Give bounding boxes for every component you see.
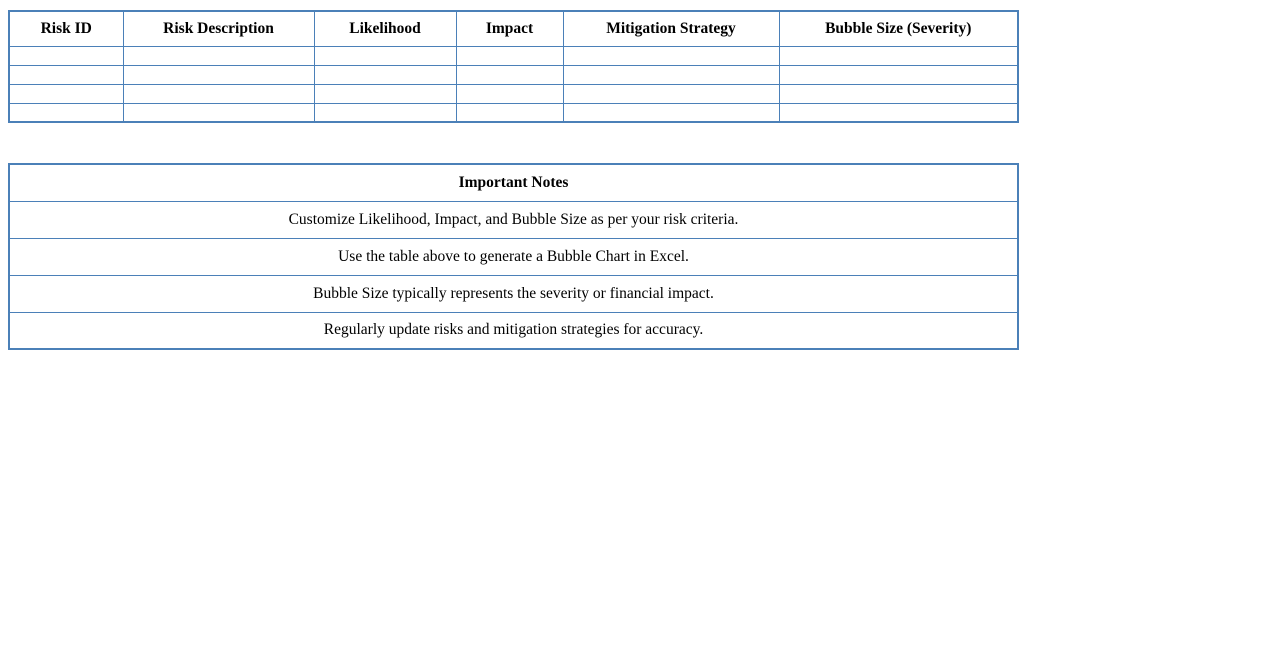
risk-table-empty-row xyxy=(9,65,1018,84)
notes-title: Important Notes xyxy=(9,164,1018,201)
empty-cell xyxy=(123,103,314,122)
empty-cell xyxy=(314,84,456,103)
important-notes-table xyxy=(8,163,1019,350)
empty-cell xyxy=(779,46,1018,65)
empty-cell xyxy=(779,84,1018,103)
note-row xyxy=(9,201,1018,238)
note-text: Use the table above to generate a Bubble Chart in Excel. xyxy=(9,238,1018,275)
notes-title-row xyxy=(9,164,1018,201)
empty-cell xyxy=(123,84,314,103)
empty-cell xyxy=(563,84,779,103)
empty-cell xyxy=(563,103,779,122)
header-cell-risk-description: Risk Description xyxy=(123,11,314,46)
empty-cell xyxy=(563,65,779,84)
header-cell-impact: Impact xyxy=(456,11,563,46)
empty-cell xyxy=(779,103,1018,122)
empty-cell xyxy=(9,103,123,122)
empty-cell xyxy=(456,84,563,103)
empty-cell xyxy=(456,46,563,65)
empty-cell xyxy=(123,65,314,84)
empty-cell xyxy=(123,46,314,65)
risk-table-empty-row xyxy=(9,103,1018,122)
empty-cell xyxy=(314,46,456,65)
empty-cell xyxy=(9,84,123,103)
empty-cell xyxy=(9,46,123,65)
empty-cell xyxy=(456,65,563,84)
empty-cell xyxy=(9,65,123,84)
risk-table-header-row xyxy=(9,11,1018,46)
empty-cell xyxy=(779,65,1018,84)
header-cell-risk-id: Risk ID xyxy=(9,11,123,46)
note-row xyxy=(9,312,1018,349)
note-row xyxy=(9,238,1018,275)
note-text: Regularly update risks and mitigation strategies for accuracy. xyxy=(9,312,1018,349)
note-text: Customize Likelihood, Impact, and Bubble Size as per your risk criteria. xyxy=(9,201,1018,238)
note-text: Bubble Size typically represents the severity or financial impact. xyxy=(9,275,1018,312)
empty-cell xyxy=(314,103,456,122)
empty-cell xyxy=(456,103,563,122)
header-cell-likelihood: Likelihood xyxy=(314,11,456,46)
empty-cell xyxy=(563,46,779,65)
header-cell-bubble-size: Bubble Size (Severity) xyxy=(779,11,1018,46)
risk-table-empty-row xyxy=(9,84,1018,103)
risk-register-table xyxy=(8,10,1019,123)
empty-cell xyxy=(314,65,456,84)
note-row xyxy=(9,275,1018,312)
header-cell-mitigation-strategy: Mitigation Strategy xyxy=(563,11,779,46)
risk-table-empty-row xyxy=(9,46,1018,65)
